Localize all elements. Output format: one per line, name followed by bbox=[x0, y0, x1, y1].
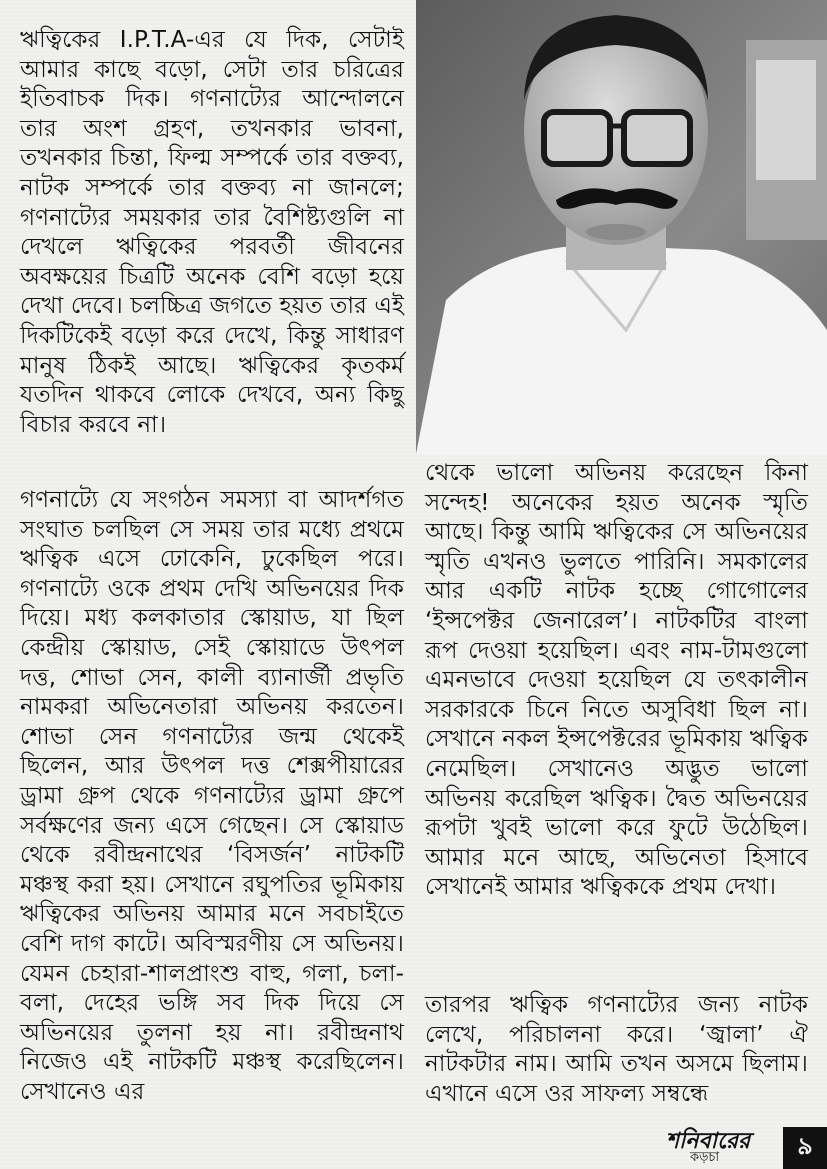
column-right-middle bbox=[425, 459, 808, 903]
logo-subtitle: কড়চা bbox=[690, 1150, 720, 1165]
paragraph-organisation: গণনাট্যে যে সংগঠন সমস্যা বা আদর্শগত সংঘাত চলছিল সে সময় তার মধ্যে প্রথমে ঋত্বিক এসে ঢোকেনি, ঢুকেছিল পরে। গণনাট্যে ওকে প্রথম দেখি অভিনয়ের দিক দিয়ে। মধ্য কলকাতার স্কোয়াড, যা ছিল কেন্দ্রীয় স্কোয়াড, সেই স্কোয়াডে উৎপল দত্ত, শোভা সেন, কালী ব্যানার্জী প্রভৃতি নামকরা অভিনেতারা অভিনয় করতেন। শোভা সেন গণনাট্যের জন্ম থেকেই ছিলেন, আর উৎপল দত্ত শেক্সপীয়ারের ড্রামা গ্রুপ থেকে গণনাট্যের ড্রামা গ্রুপে সর্বক্ষণের জন্য এসে গেছেন। সে স্কোয়াড থেকে রবীন্দ্রনাথের ‘বিসর্জন’ নাটকটি মঞ্চস্থ করা হয়। সেখানে রঘুপতির ভূমিকায় ঋত্বিকের অভিনয় আমার মনে সবচাইতে বেশি দাগ কাটে। অবিস্মরণীয় সে অভিনয়। যেমন চেহারা-শালপ্রাংশু বাহু, গলা, চলা-বলা, দেহের ভঙ্গি সব দিক দিয়ে সে অভিনয়ের তুলনা হয় না। রবীন্দ্রনাথ নিজেও এই নাটকটি মঞ্চস্থ করেছিলেন। সেখানেও এর bbox=[20, 487, 404, 1105]
logo-title: শনিবারের bbox=[666, 1128, 751, 1154]
paragraph-inspector-general: থেকে ভালো অভিনয় করেছেন কিনা সন্দেহ! অনেকের হয়ত অনেক স্মৃতি আছে। কিন্তু আমি ঋত্বিকের সে অভিনয়ের স্মৃতি এখনও ভুলতে পারিনি। সমকালের আর একটি নাটক হচ্ছে গোগোলের ‘ইন্সপেক্টর জেনারেল’। নাটকটির বাংলা রূপ দেওয়া হয়েছিল। এবং নাম-টামগুলো এমনভাবে দেওয়া হয়েছিল যে তৎকালীন সরকারকে চিনে নিতে অসুবিধা ছিল না। সেখানে নকল ইন্সপেক্টরের ভূমিকায় ঋত্বিক নেমেছিল। সেখানেও অদ্ভুত ভালো অভিনয় করেছিল ঋত্বিক। দ্বৈত অভিনয়ের রূপটা খুবই ভালো করে ফুটে উঠেছিল। আমার মনে আছে, অভিনেতা হিসাবে সেখানেই আমার ঋত্বিককে প্রথম দেখা। bbox=[425, 460, 808, 901]
paragraph-jwala: তারপর ঋত্বিক গণনাট্যের জন্য নাটক লেখে, পরিচালনা করে। ‘জ্বালা’ ঐ নাটকটার নাম। আমি তখন অসমে ছিলাম। এখানে এসে ওর সাফল্য সম্বন্ধে bbox=[425, 992, 808, 1107]
column-left-top bbox=[20, 26, 404, 440]
page-number: ৯ bbox=[783, 1127, 827, 1169]
column-left-bottom bbox=[20, 486, 404, 1107]
portrait-photo bbox=[416, 0, 827, 454]
column-right-bottom bbox=[425, 991, 808, 1109]
magazine-logo bbox=[660, 1124, 780, 1166]
paragraph-ipta: ঋত্বিকের I.P.T.A-এর যে দিক, সেটাই আমার কাছে বড়ো, সেটা তার চরিত্রের ইতিবাচক দিক। গণনাট্যের আন্দোলনে তার অংশ গ্রহণ, তখনকার ভাবনা, তখনকার চিন্তা, ফিল্ম সম্পর্কে তার বক্তব্য, নাটক সম্পর্কে তার বক্তব্য না জানলে; গণনাট্যের সময়কার তার বৈশিষ্ট্যগুলি না দেখলে ঋত্বিকের পরবর্তী জীবনের অবক্ষয়ের চিত্রটি অনেক বেশি বড়ো হয়ে দেখা দেবে। চলচ্চিত্র জগতে হয়ত তার এই দিকটিকেই বড়ো করে দেখে, কিন্তু সাধারণ মানুষ ঠিকই আছে। ঋত্বিকের কৃতকর্ম যতদিন থাকবে লোকে দেখবে, অন্য কিছু বিচার করবে না। bbox=[20, 27, 404, 438]
